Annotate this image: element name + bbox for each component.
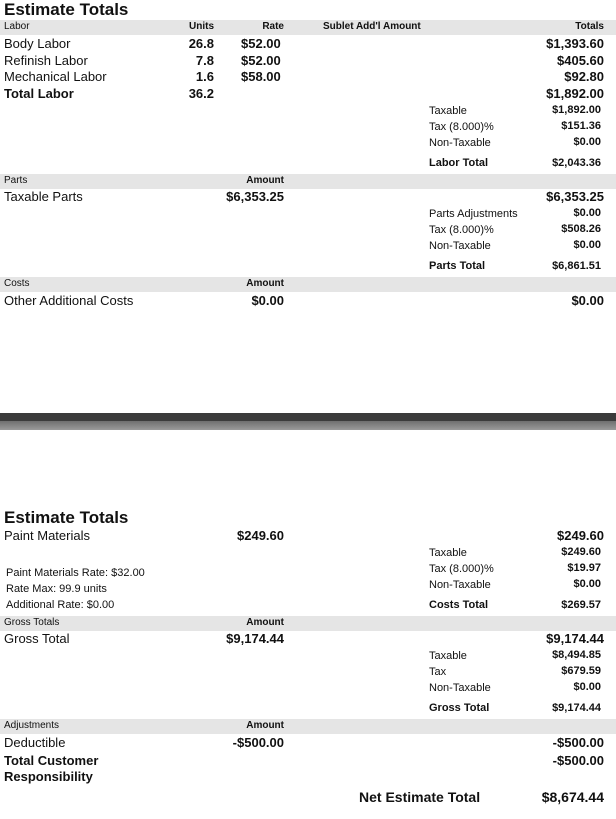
- taxable-parts-label: Taxable Parts: [4, 189, 83, 204]
- labor-nontaxable-label: Non-Taxable: [429, 137, 491, 149]
- deductible-total: -$500.00: [552, 735, 604, 750]
- labor-row-rate: $52.00: [241, 36, 281, 51]
- gross-total-row-total: $9,174.44: [546, 631, 604, 646]
- costs-amount-column-header: Amount: [246, 278, 284, 289]
- other-costs-label: Other Additional Costs: [4, 293, 134, 308]
- paint-tax-value: $19.97: [567, 562, 601, 574]
- parts-total-value: $6,861.51: [552, 260, 601, 272]
- labor-row-label: Refinish Labor: [4, 53, 88, 68]
- units-column-header: Units: [189, 21, 214, 32]
- deductible-label: Deductible: [4, 735, 66, 750]
- parts-tax-label: Tax (8.000)%: [429, 224, 494, 236]
- parts-adjustments-label: Parts Adjustments: [429, 208, 518, 220]
- customer-responsibility-label-line2: Responsibility: [4, 769, 93, 784]
- labor-header: Labor: [4, 21, 30, 32]
- sublet-column-header: Sublet Add'l Amount: [323, 21, 421, 32]
- labor-row-units: 26.8: [188, 36, 214, 51]
- labor-row-total: $1,393.60: [546, 36, 604, 51]
- labor-tax-value: $151.36: [561, 120, 601, 132]
- gross-taxable-label: Taxable: [429, 650, 467, 662]
- costs-total-label: Costs Total: [429, 599, 489, 611]
- gross-tax-value: $679.59: [561, 665, 601, 677]
- parts-nontaxable-value: $0.00: [573, 239, 601, 251]
- customer-responsibility-total: -$500.00: [552, 753, 604, 768]
- gross-total-label: Gross Total: [429, 702, 490, 714]
- paint-nontaxable-value: $0.00: [573, 578, 601, 590]
- labor-row-units: 1.6: [195, 69, 214, 84]
- gross-total-value: $9,174.44: [552, 702, 601, 714]
- gross-nontaxable-value: $0.00: [573, 681, 601, 693]
- labor-row-total: $92.80: [564, 69, 604, 84]
- labor-taxable-label: Taxable: [429, 105, 467, 117]
- other-costs-amount: $0.00: [251, 293, 284, 308]
- paint-materials-amount: $249.60: [237, 528, 284, 543]
- gross-total-row-amount: $9,174.44: [226, 631, 284, 646]
- labor-nontaxable-value: $0.00: [573, 136, 601, 148]
- page-title-2: Estimate Totals: [4, 508, 129, 527]
- totals-column-header: Totals: [575, 21, 604, 32]
- parts-total-label: Parts Total: [429, 260, 486, 272]
- parts-header-bar: [0, 174, 616, 189]
- net-estimate-total-label: Net Estimate Total: [359, 789, 481, 805]
- labor-total-label: Labor Total: [429, 157, 489, 169]
- paint-rate-max-note: Rate Max: 99.9 units: [6, 583, 107, 595]
- taxable-parts-total: $6,353.25: [546, 189, 604, 204]
- customer-responsibility-label-line1: Total Customer: [4, 753, 99, 768]
- labor-row-label: Mechanical Labor: [4, 69, 107, 84]
- parts-tax-value: $508.26: [561, 223, 601, 235]
- labor-tax-label: Tax (8.000)%: [429, 121, 494, 133]
- adjustments-amount-column-header: Amount: [246, 720, 284, 731]
- labor-row-rate: $52.00: [241, 53, 281, 68]
- parts-nontaxable-label: Non-Taxable: [429, 240, 491, 252]
- total-labor-amount: $1,892.00: [546, 86, 604, 101]
- costs-header-bar: [0, 277, 616, 292]
- gross-tax-label: Tax: [429, 666, 447, 678]
- labor-total-value: $2,043.36: [552, 157, 601, 169]
- parts-adjustments-value: $0.00: [573, 207, 601, 219]
- rate-column-header: Rate: [262, 21, 284, 32]
- other-costs-total: $0.00: [571, 293, 604, 308]
- parts-header: Parts: [4, 175, 28, 186]
- paint-materials-total: $249.60: [557, 528, 604, 543]
- costs-header: Costs: [4, 278, 30, 289]
- costs-total-value: $269.57: [561, 599, 601, 611]
- labor-row-units: 7.8: [195, 53, 214, 68]
- total-labor-units: 36.2: [188, 86, 214, 101]
- paint-nontaxable-label: Non-Taxable: [429, 579, 491, 591]
- paint-additional-rate-note: Additional Rate: $0.00: [6, 599, 115, 611]
- gross-total-row-label: Gross Total: [4, 631, 70, 646]
- paint-taxable-label: Taxable: [429, 547, 467, 559]
- paint-rate-note: Paint Materials Rate: $32.00: [6, 567, 145, 579]
- paint-tax-label: Tax (8.000)%: [429, 563, 494, 575]
- labor-row-rate: $58.00: [241, 69, 281, 84]
- taxable-parts-amount: $6,353.25: [226, 189, 284, 204]
- labor-row-label: Body Labor: [4, 36, 71, 51]
- adjustments-header: Adjustments: [4, 720, 60, 731]
- adjustments-header-bar: [0, 719, 616, 734]
- page-divider: [0, 413, 616, 430]
- total-labor-label: Total Labor: [4, 86, 74, 101]
- gross-nontaxable-label: Non-Taxable: [429, 682, 491, 694]
- labor-row-total: $405.60: [557, 53, 604, 68]
- paint-taxable-value: $249.60: [561, 546, 601, 558]
- gross-amount-column-header: Amount: [246, 617, 284, 628]
- deductible-amount: -$500.00: [232, 735, 284, 750]
- net-estimate-total-value: $8,674.44: [541, 789, 604, 805]
- page-title: Estimate Totals: [4, 0, 129, 19]
- parts-amount-column-header: Amount: [246, 175, 284, 186]
- labor-taxable-value: $1,892.00: [552, 104, 601, 116]
- gross-header: Gross Totals: [4, 617, 60, 628]
- gross-taxable-value: $8,494.85: [552, 649, 601, 661]
- paint-materials-label: Paint Materials: [4, 528, 90, 543]
- gross-header-bar: [0, 616, 616, 631]
